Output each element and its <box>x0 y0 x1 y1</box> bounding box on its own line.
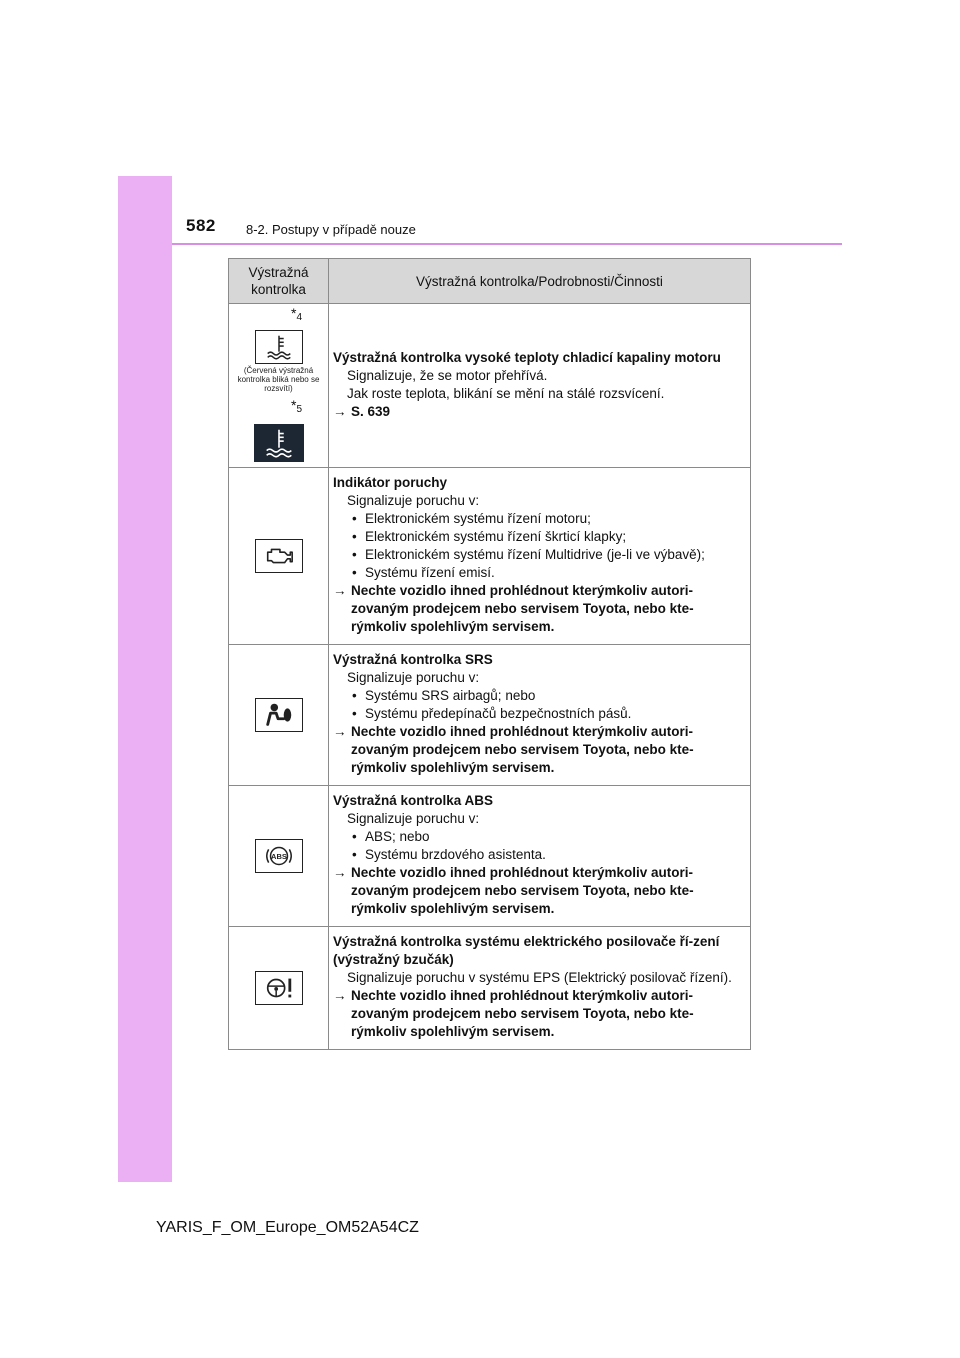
list-item: • Elektronickém systému řízení Multidrive (je-li ve výbavě); <box>333 546 746 564</box>
icon-cell <box>229 468 329 645</box>
footnote-mark: $*_4$ <box>290 305 302 323</box>
table-row <box>229 786 751 927</box>
chapter-side-band <box>118 176 172 1182</box>
airbag-icon <box>255 698 303 732</box>
icon-cell <box>229 645 329 786</box>
action-text: → Nechte vozidlo ihned prohlédnout kterýmkoliv autori-zovaným prodejcem nebo servisem Toyota, nebo kte-rýmkoliv spolehlivým servisem. <box>333 582 746 636</box>
header-rule <box>172 243 842 245</box>
description-cell <box>329 927 751 1050</box>
action-text: → Nechte vozidlo ihned prohlédnout kterýmkoliv autori-zovaným prodejcem nebo servisem Toyota, nebo kte-rýmkoliv spolehlivým servisem. <box>333 864 746 918</box>
table-row <box>229 468 751 645</box>
abs-icon-label: ABS <box>270 851 287 861</box>
list-item: • Elektronickém systému řízení motoru; <box>333 510 746 528</box>
warning-title: Výstražná kontrolka SRS <box>333 652 493 667</box>
engine-icon <box>255 539 303 573</box>
warning-title: Indikátor poruchy <box>333 475 448 490</box>
page-number: 582 <box>186 216 216 235</box>
description-cell <box>329 468 751 645</box>
description-cell <box>329 645 751 786</box>
steering-wheel-warning-icon <box>255 971 303 1005</box>
icon-cell <box>229 786 329 927</box>
action-text: → Nechte vozidlo ihned prohlédnout kterýmkoliv autori-zovaným prodejcem nebo servisem Toyota, nebo kte-rýmkoliv spolehlivým servisem. <box>333 723 746 777</box>
list-item: • Systému řízení emisí. <box>333 564 746 582</box>
icon-cell <box>229 927 329 1050</box>
column-header-light: Výstražná kontrolka <box>229 259 329 304</box>
list-item: • Systému předepínačů bezpečnostních pásů. <box>333 705 746 723</box>
warning-title: Výstražná kontrolka vysoké teploty chladicí kapaliny motoru <box>333 349 721 365</box>
list-item: • Systému brzdového asistenta. <box>333 846 746 864</box>
description-text: Signalizuje poruchu v: <box>347 670 480 685</box>
abs-icon <box>255 839 303 873</box>
footer-document-code: YARIS_F_OM_Europe_OM52A54CZ <box>156 1219 419 1236</box>
coolant-temperature-icon <box>255 330 303 364</box>
action-text: → Nechte vozidlo ihned prohlédnout kterýmkoliv autori-zovaným prodejcem nebo servisem Toyota, nebo kte-rýmkoliv spolehlivým servisem. <box>333 987 746 1041</box>
list-item: • ABS; nebo <box>333 828 746 846</box>
warning-title: Výstražná kontrolka systému elektrického posilovače ří-zení (výstražný bzučák) <box>333 934 720 967</box>
icon-cell <box>229 304 329 468</box>
description-cell <box>329 786 751 927</box>
table-row <box>229 645 751 786</box>
coolant-temperature-icon <box>254 424 304 462</box>
description-text: Signalizuje poruchu v: <box>347 493 480 508</box>
description-text: Signalizuje, že se motor přehřívá. <box>347 367 548 383</box>
table-row <box>229 304 751 468</box>
description-text: Signalizuje poruchu v systému EPS (Elektrický posilovač řízení). <box>347 970 732 985</box>
description-text: Jak roste teplota, blikání se mění na stálé rozsvícení. <box>347 385 665 401</box>
warning-lights-table <box>228 258 751 1050</box>
list-item: • Elektronickém systému řízení škrticí klapky; <box>333 528 746 546</box>
description-text: Signalizuje poruchu v: <box>347 811 480 826</box>
column-header-details: Výstražná kontrolka/Podrobnosti/Činnosti <box>329 259 751 304</box>
footnote-mark: $*_5$ <box>290 397 302 415</box>
page-reference: → S. 639 <box>333 403 746 421</box>
section-title: 8-2. Postupy v případě nouze <box>246 222 416 237</box>
table-header-row <box>229 259 751 304</box>
description-cell <box>329 304 751 468</box>
icon-caption: (Červená výstražná kontrolka bliká nebo se rozsvítí) <box>237 366 320 393</box>
warning-title: Výstražná kontrolka ABS <box>333 793 494 808</box>
table-row <box>229 927 751 1050</box>
list-item: • Systému SRS airbagů; nebo <box>333 687 746 705</box>
